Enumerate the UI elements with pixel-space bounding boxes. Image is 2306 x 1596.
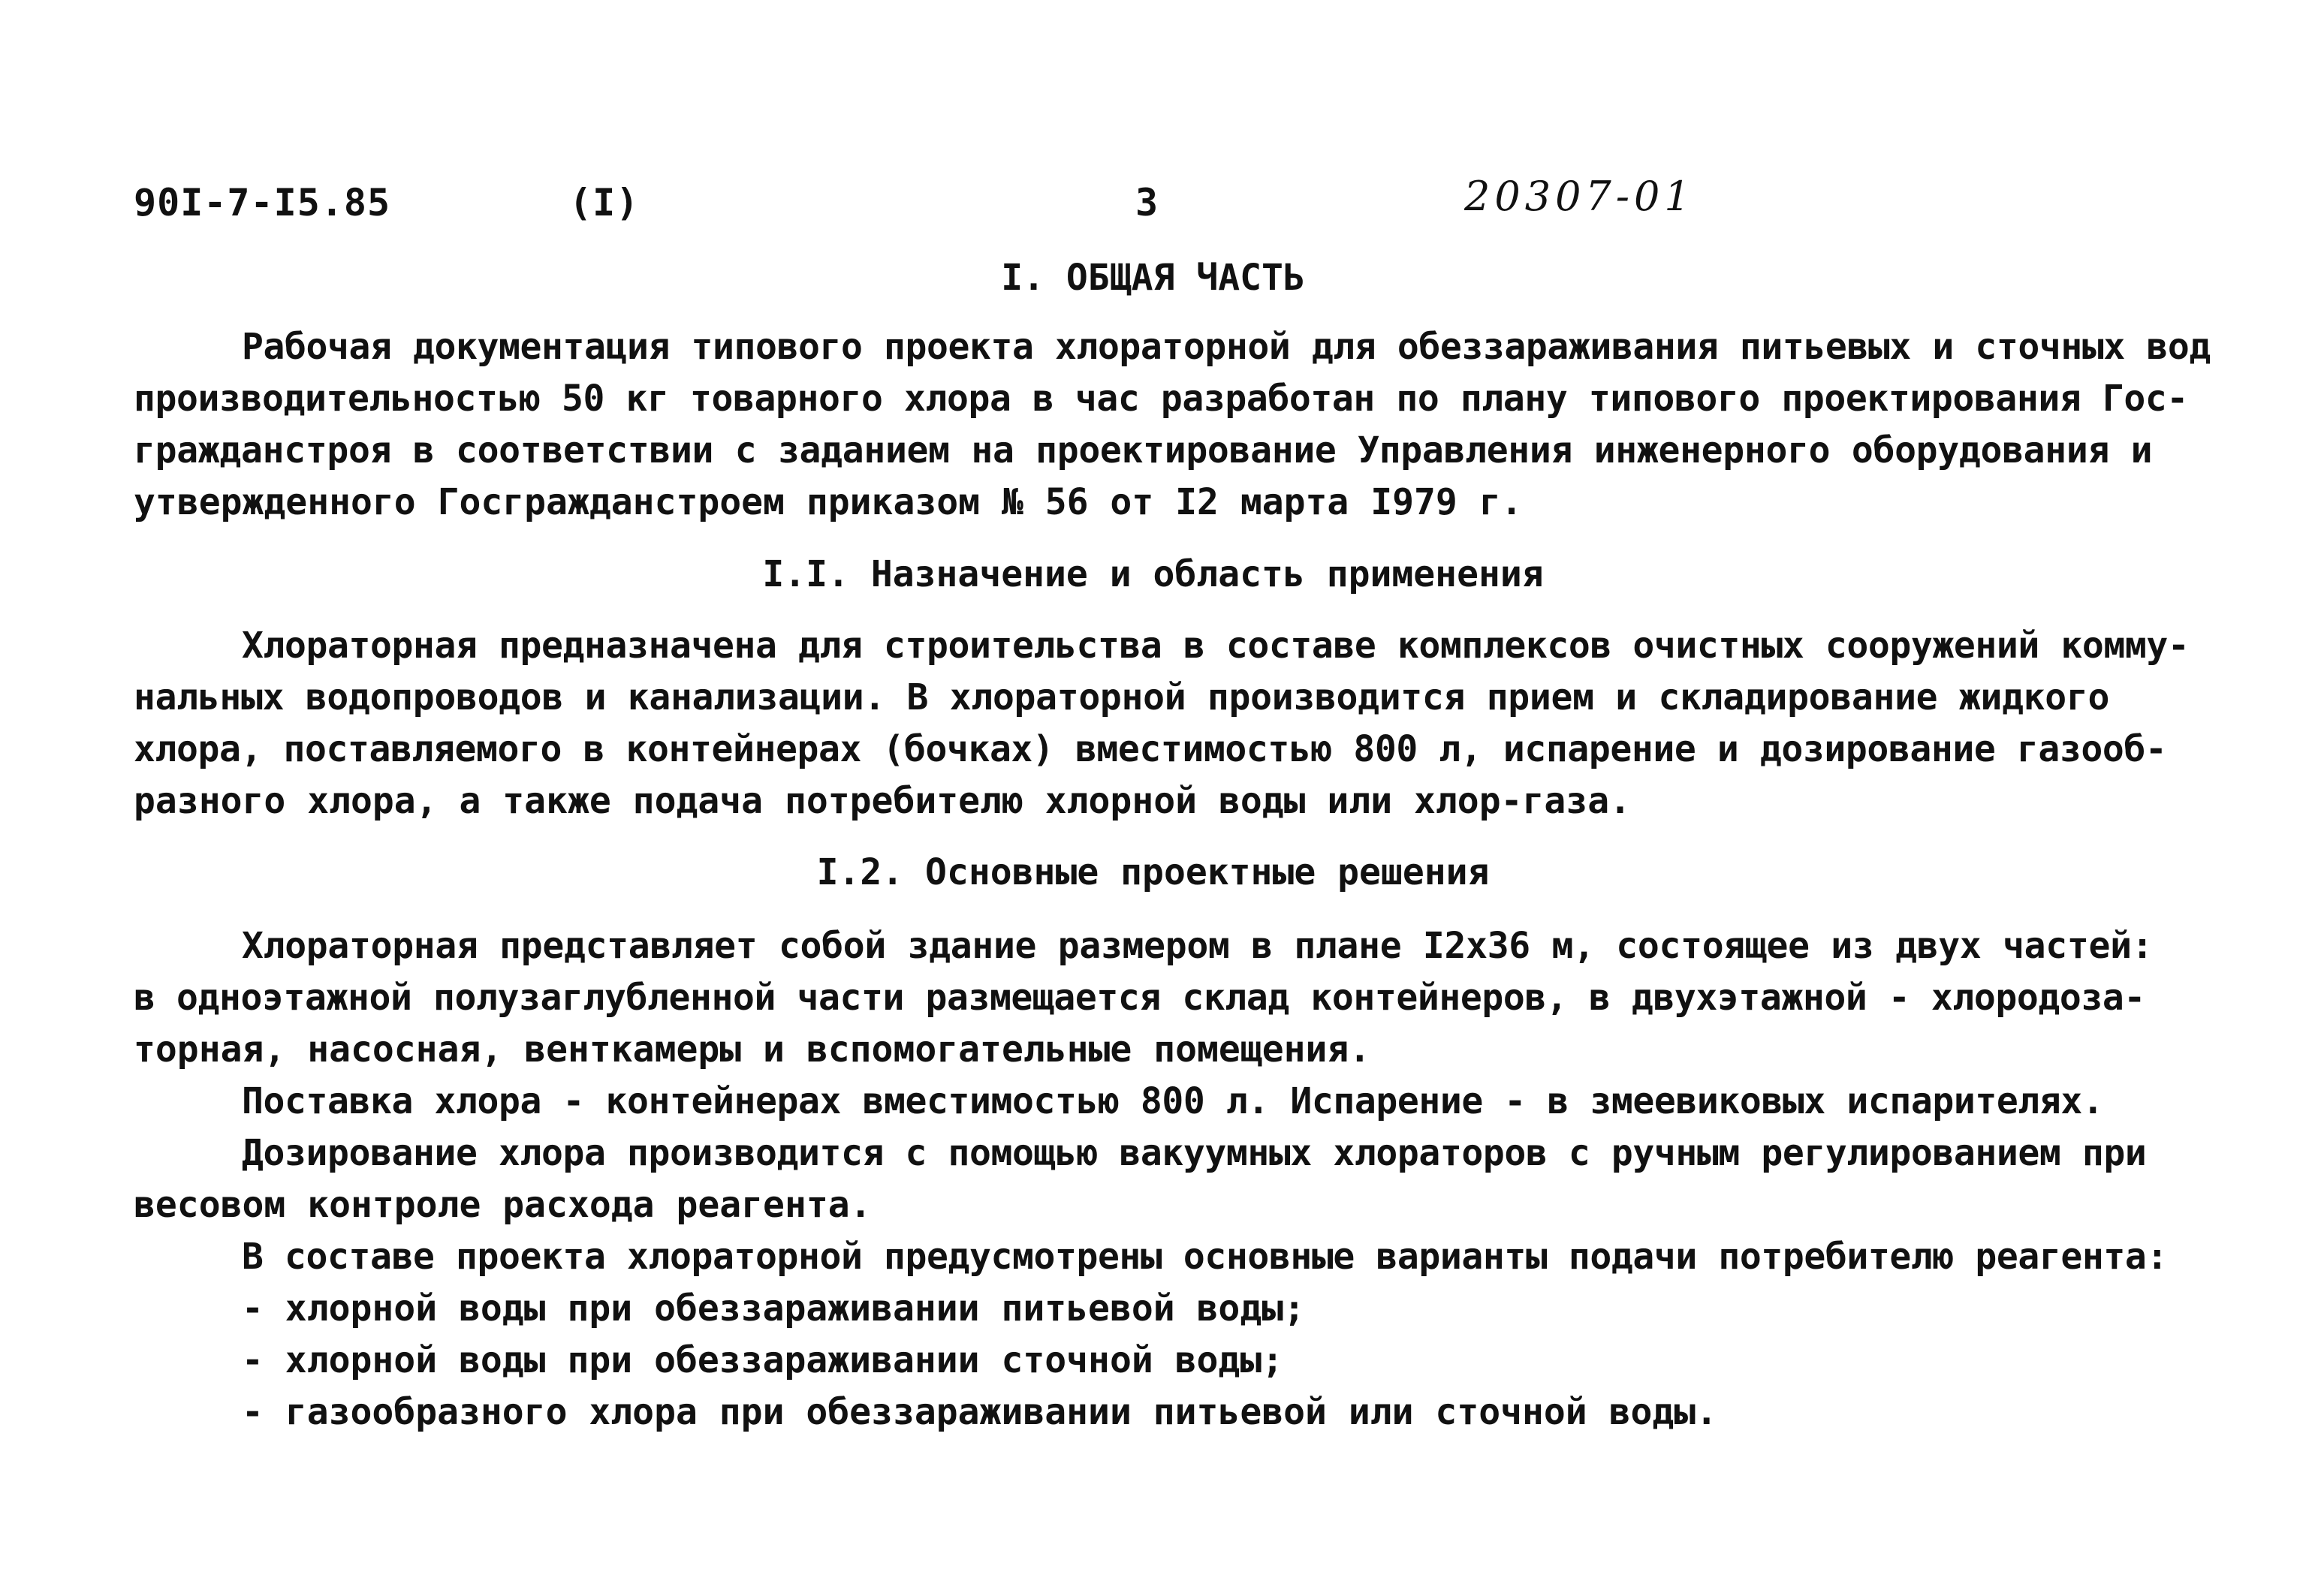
subsection-2-line: В составе проекта хлораторной предусмотрены основные варианты подачи потребителю реагента: xyxy=(242,1236,2168,1278)
intro-line: Рабочая документация типового проекта хлораторной для обеззараживания питьевых и сточных вод xyxy=(242,326,2211,368)
subsection-1-line: разного хлора, а также подача потребителю хлорной воды или хлор-газа. xyxy=(134,780,1631,822)
subsection-1-line: хлора, поставляемого в контейнерах (бочках) вместимостью 800 л, испарение и дозирование газооб- xyxy=(134,728,2167,770)
list-item: - хлорной воды при обеззараживании сточной воды; xyxy=(242,1339,1284,1381)
subsection-2-line: весовом контроле расхода реагента. xyxy=(134,1184,872,1226)
subsection-2-line: в одноэтажной полузаглубленной части размещается склад контейнеров, в двухэтажной - хлородоза- xyxy=(134,977,2145,1019)
subsection-1-line: нальных водопроводов и канализации. В хлораторной производится прием и складирование жидкого xyxy=(134,676,2110,718)
intro-line: производительностью 50 кг товарного хлора в час разработан по плану типового проектирования Гос- xyxy=(134,378,2188,420)
subsection-2-line: Дозирование хлора производится с помощью вакуумных хлораторов с ручным регулированием при xyxy=(242,1132,2147,1174)
subsection-1-title: I.I. Назначение и область применения xyxy=(762,553,1544,595)
intro-line: гражданстроя в соответствии с заданием на проектирование Управления инженерного оборудования и xyxy=(134,429,2153,471)
subsection-2-line: торная, насосная, венткамеры и вспомогательные помещения. xyxy=(134,1028,1371,1071)
handwritten-number: 20307-01 xyxy=(1464,173,1695,220)
intro-line: утвержденного Госгражданстроем приказом № 56 от I2 марта I979 г. xyxy=(134,481,1523,523)
subsection-2-title: I.2. Основные проектные решения xyxy=(816,851,1490,893)
document-code: 90I-7-I5.85 xyxy=(134,181,391,224)
list-item: - газообразного хлора при обеззараживании питьевой или сточной воды. xyxy=(242,1391,1718,1433)
subsection-2-line: Поставка хлора - контейнерах вместимостью 800 л. Испарение - в змеевиковых испарителях. xyxy=(242,1080,2104,1122)
page-number: 3 xyxy=(1135,181,1159,224)
sheet-number: (I) xyxy=(569,181,640,224)
subsection-2-line: Хлораторная представляет собой здание размером в плане I2х36 м, состоящее из двух частей: xyxy=(242,925,2154,967)
subsection-1-line: Хлораторная предназначена для строительства в составе комплексов очистных сооружений комму- xyxy=(242,625,2190,667)
list-item: - хлорной воды при обеззараживании питьевой воды; xyxy=(242,1287,1306,1329)
section-title: I. ОБЩАЯ ЧАСТЬ xyxy=(1001,257,1305,299)
